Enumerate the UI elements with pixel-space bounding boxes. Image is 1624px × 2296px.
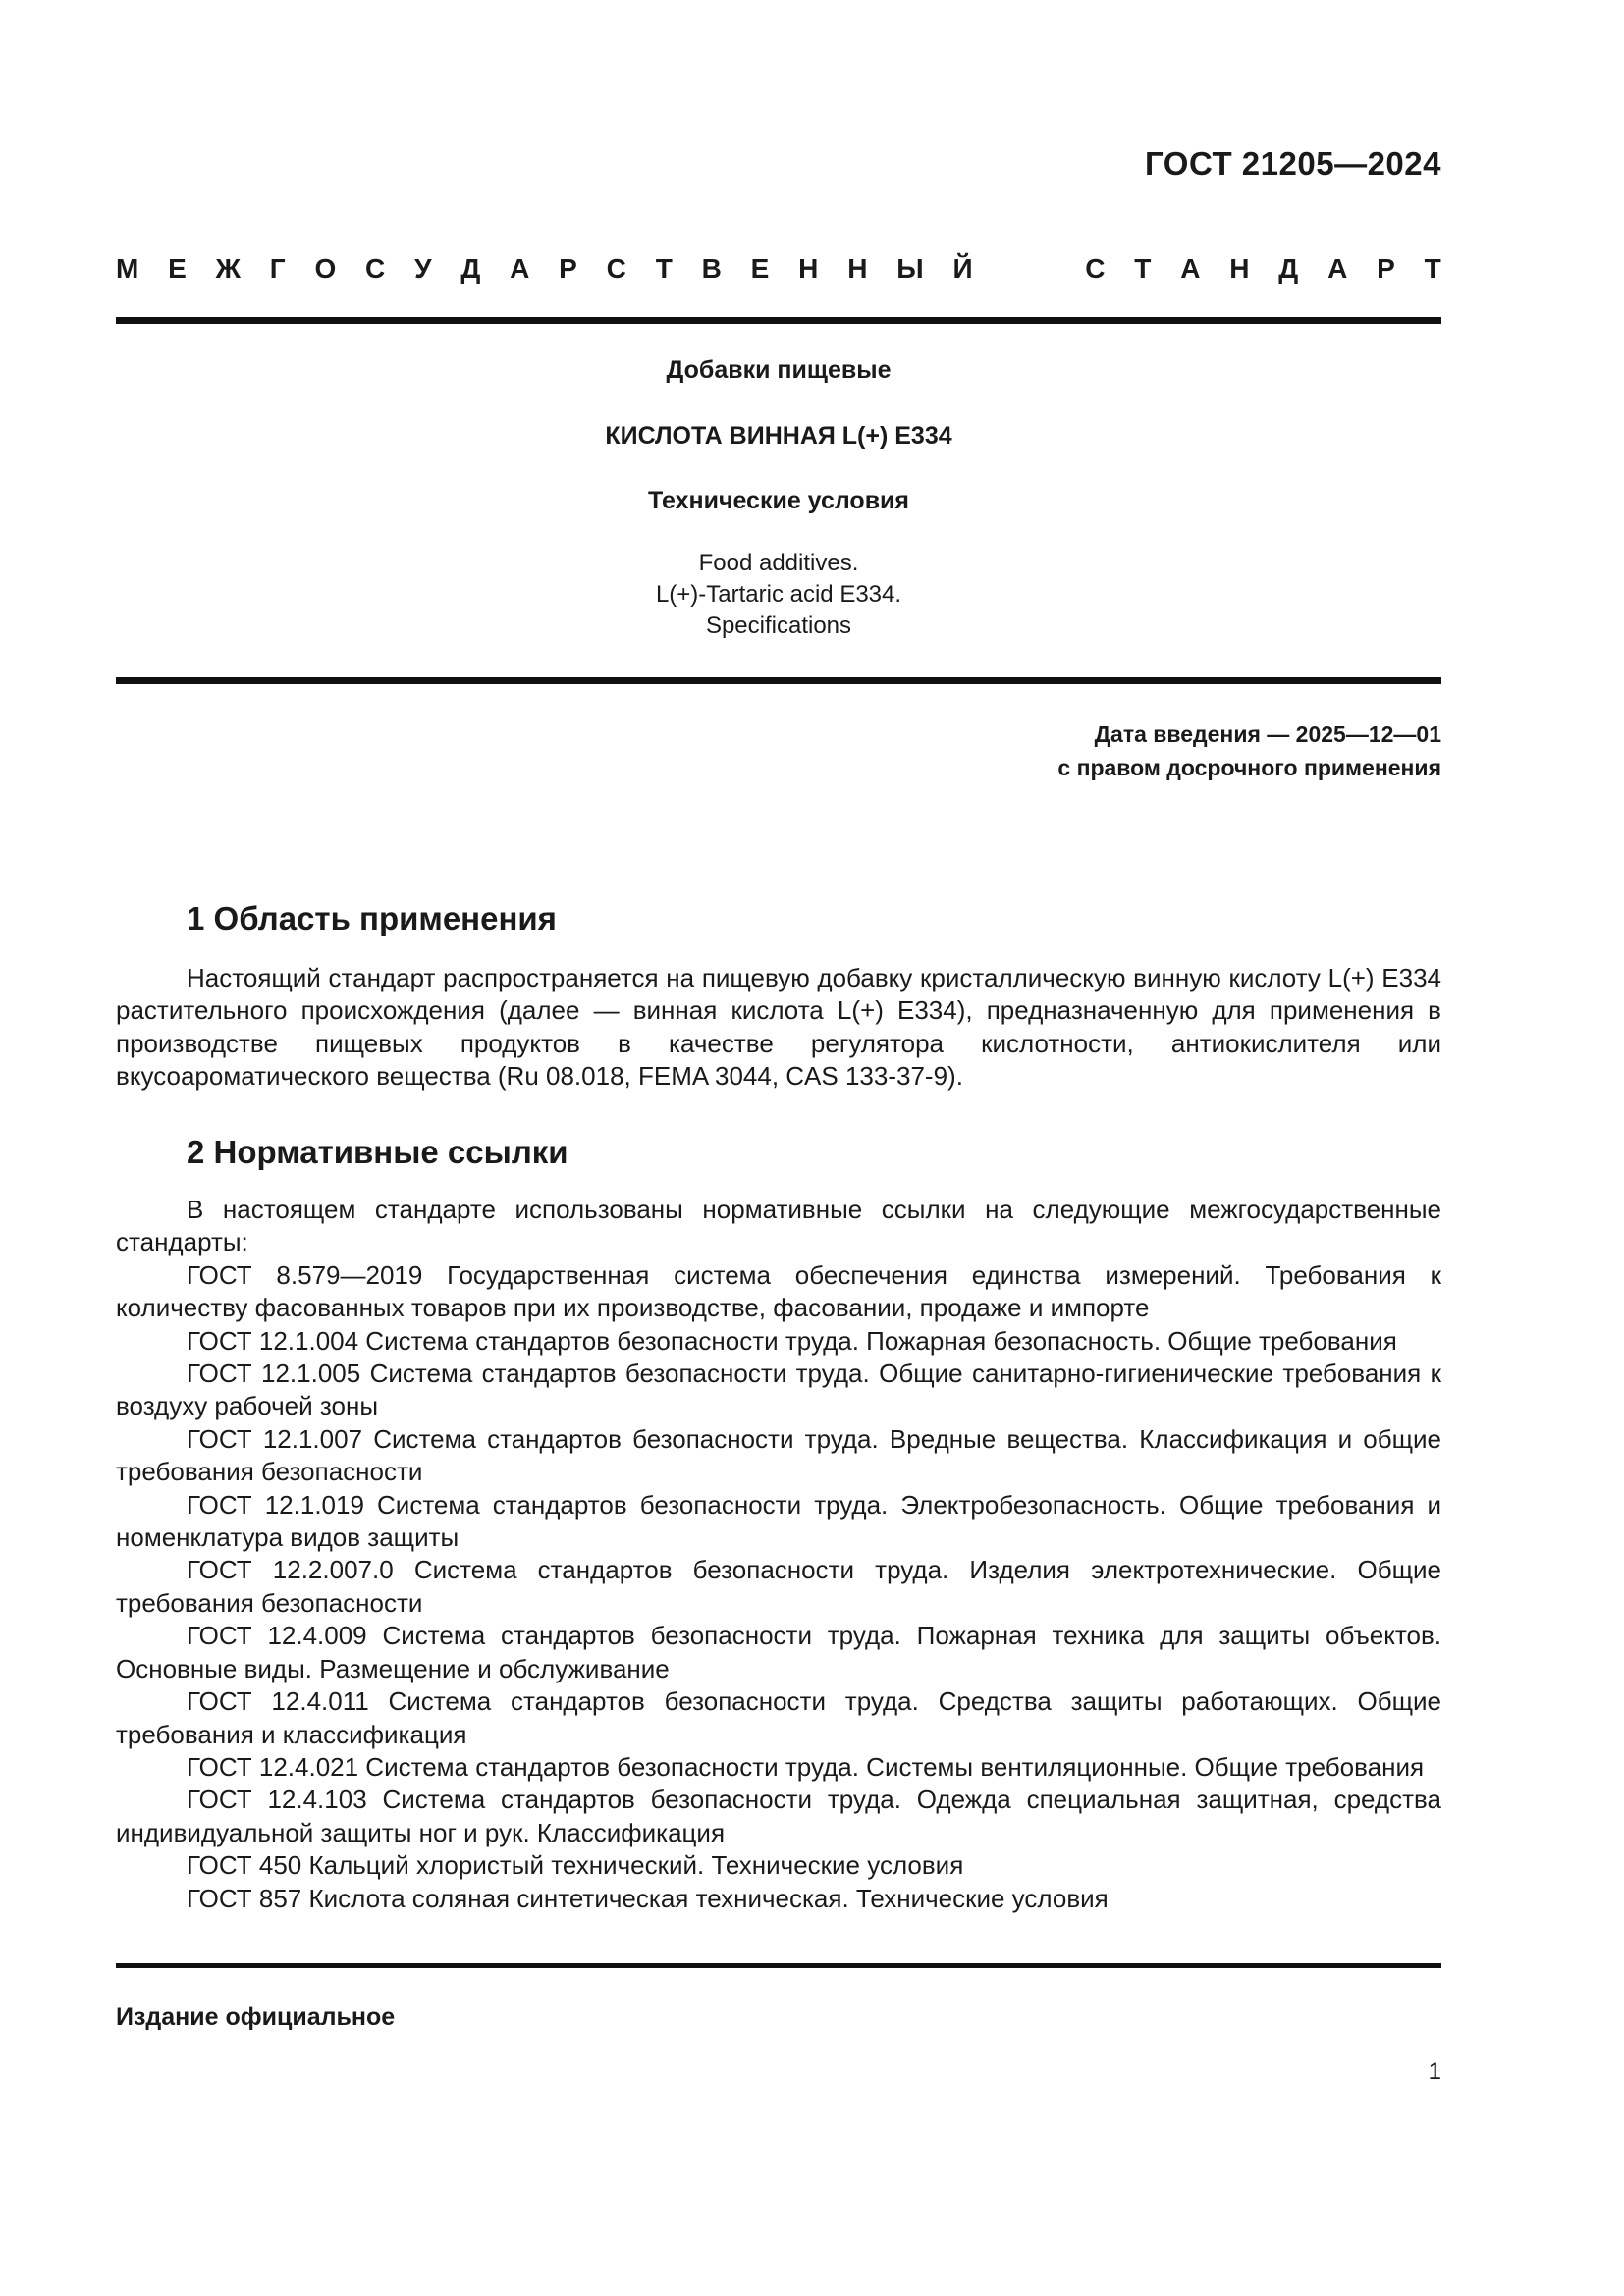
heading-letter: Т <box>1424 253 1441 284</box>
reference-item: ГОСТ 12.1.004 Система стандартов безопасности труда. Пожарная безопасность. Общие требования <box>187 1325 1397 1356</box>
section-1-paragraph: Настоящий стандарт распространяется на пищевую добавку кристаллическую винную кислоту L(+) Е334 растительного происхождения (далее — винная кислота L(+) Е334), предназначенную для применения в производстве пищевых продуктов в качестве регулятора кислотности, антиокислителя или вкусоароматического вещества (Ru 08.018, FEMA 3044, CAS 133-37-9). <box>116 963 1441 1092</box>
title-product: КИСЛОТА ВИННАЯ L(+) Е334 <box>605 422 952 450</box>
reference-item: ГОСТ 12.1.005 Система стандартов безопасности труда. Общие санитарно-гигиенические требования к воздуху рабочей зоны <box>116 1359 1441 1421</box>
heading-letter: Р <box>1377 253 1395 284</box>
standard-number: ГОСТ 21205—2024 <box>1145 145 1441 182</box>
heading-letter: Г <box>269 253 286 284</box>
date-line: Дата введения — 2025—12—01 <box>1094 721 1441 747</box>
footer-divider <box>116 1963 1441 1968</box>
title-category: Добавки пищевые <box>666 356 892 384</box>
heading-letter: С <box>606 253 626 284</box>
heading-letter: Т <box>655 253 673 284</box>
reference-item: ГОСТ 12.4.009 Система стандартов безопасности труда. Пожарная техника для защиты объектов. Основные виды. Размещение и обслуживание <box>116 1621 1441 1683</box>
date-line: с правом досрочного применения <box>1057 755 1441 780</box>
heading-letter: Н <box>1229 253 1250 284</box>
heading-letter: Ы <box>896 253 924 284</box>
reference-item: ГОСТ 12.4.021 Система стандартов безопасности труда. Системы вентиляционные. Общие требования <box>187 1751 1425 1782</box>
heading-letter: В <box>701 253 722 284</box>
english-line: Specifications <box>705 613 852 639</box>
reference-item: ГОСТ 12.4.103 Система стандартов безопасности труда. Одежда специальная защитная, средства индивидуальной защиты ног и рук. Классификация <box>116 1785 1441 1847</box>
heading-letter: А <box>510 253 530 284</box>
section-2-heading: 2 Нормативные ссылки <box>187 1134 568 1170</box>
title-subtitle: Технические условия <box>647 487 910 514</box>
section-2-body <box>116 1194 1441 1915</box>
official-edition-label: Издание официальное <box>116 2003 396 2031</box>
heading-letter: А <box>1327 253 1348 284</box>
section-2-intro: В настоящем стандарте использованы нормативные ссылки на следующие межгосударственные стандарты: <box>116 1195 1441 1257</box>
heading-letter: О <box>314 253 337 284</box>
title-divider <box>116 677 1441 684</box>
reference-item: ГОСТ 12.1.019 Система стандартов безопасности труда. Электробезопасность. Общие требования и номенклатура видов защиты <box>116 1489 1441 1553</box>
reference-item: ГОСТ 12.2.007.0 Система стандартов безопасности труда. Изделия электротехнические. Общие требования безопасности <box>116 1555 1441 1618</box>
reference-item: ГОСТ 450 Кальций хлористый технический. Технические условия <box>187 1850 964 1881</box>
heading-letter: Т <box>1134 253 1152 284</box>
section-1-heading: 1 Область применения <box>187 900 557 936</box>
heading-letter: С <box>365 253 386 284</box>
heading-letter: Й <box>952 253 973 284</box>
heading-letter: Д <box>1278 253 1299 284</box>
heading-letter: С <box>1085 253 1106 284</box>
heading-letter: Н <box>847 253 868 284</box>
reference-item: ГОСТ 857 Кислота соляная синтетическая техническая. Технические условия <box>187 1883 1109 1913</box>
top-divider <box>116 317 1441 324</box>
heading-letter: Р <box>559 253 577 284</box>
english-title <box>116 548 1441 642</box>
heading-letter: М <box>116 253 139 284</box>
heading-letter: Н <box>798 253 819 284</box>
heading-letter: Е <box>750 253 770 284</box>
reference-item: ГОСТ 8.579—2019 Государственная система обеспечения единства измерений. Требования к количеству фасованных товаров при их производстве, фасовании, продаже и импорте <box>116 1259 1441 1323</box>
introduction-date <box>1057 718 1441 784</box>
reference-item: ГОСТ 12.4.011 Система стандартов безопасности труда. Средства защиты работающих. Общие требования и классификация <box>116 1686 1441 1749</box>
reference-item: ГОСТ 12.1.007 Система стандартов безопасности труда. Вредные вещества. Классификация и общие требования безопасности <box>116 1423 1441 1487</box>
section-1-body <box>116 962 1441 1094</box>
heading-letter: А <box>1180 253 1201 284</box>
english-line: L(+)-Tartaric acid E334. <box>655 581 902 608</box>
heading-letter: Е <box>168 253 187 284</box>
word-gap <box>1001 253 1056 285</box>
heading-letter: У <box>414 253 432 284</box>
heading-letter: Д <box>460 253 481 284</box>
heading-letter: Ж <box>215 253 241 284</box>
interstate-standard-heading <box>116 253 1441 285</box>
page-number: 1 <box>1428 2058 1441 2085</box>
english-line: Food additives. <box>698 550 859 576</box>
